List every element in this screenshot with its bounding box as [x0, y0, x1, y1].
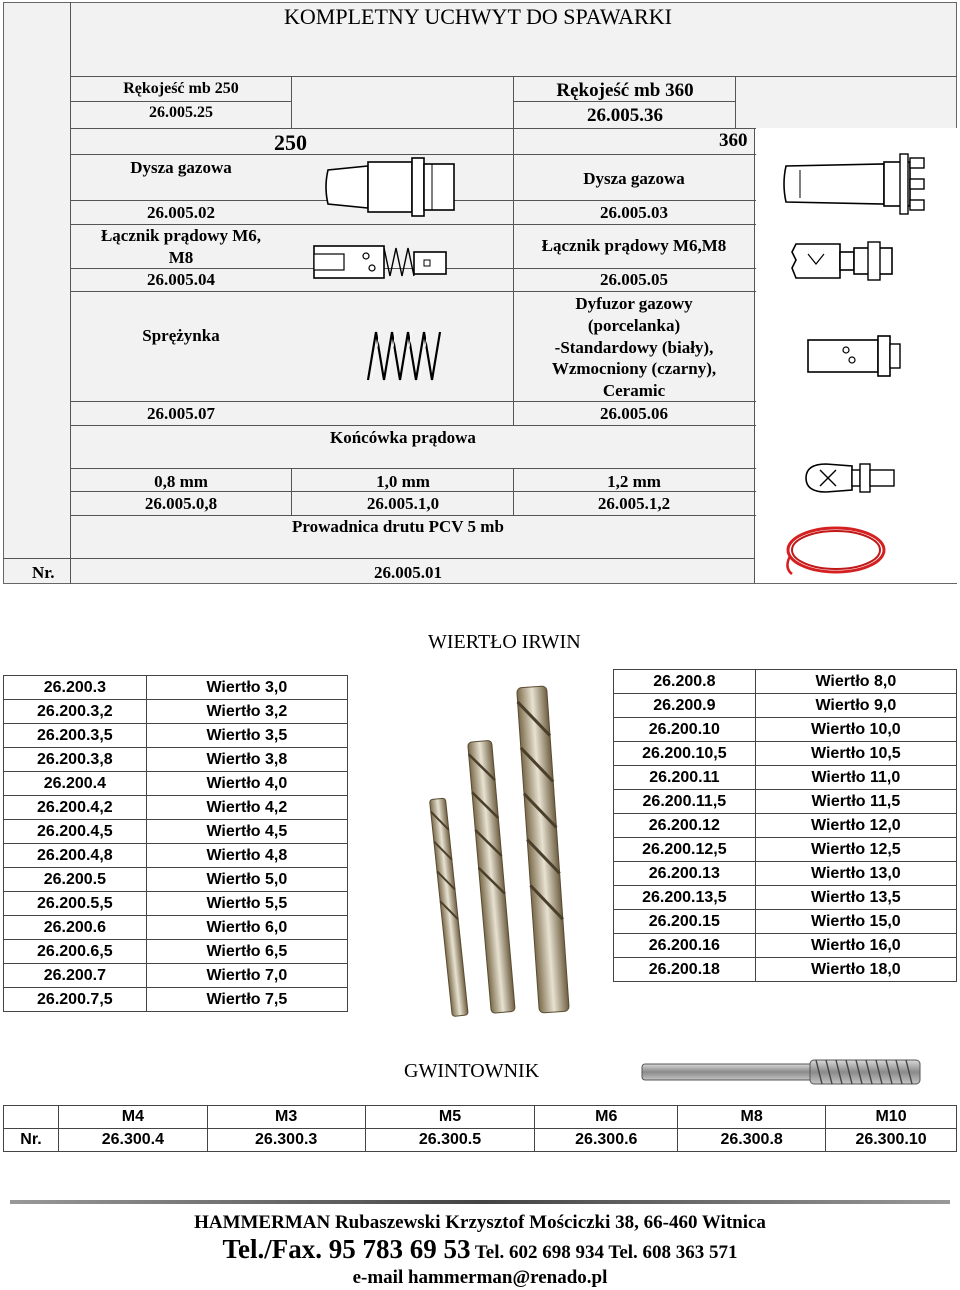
table-row: [4, 796, 348, 820]
tap-image: [640, 1056, 926, 1088]
tip-size-10: 1,0 mm: [376, 472, 430, 491]
drill-name-cell: Wiertło 10,5: [755, 742, 956, 766]
drill-name-cell: Wiertło 13,0: [755, 862, 956, 886]
connector-right-code: 26.005.05: [600, 270, 668, 289]
drill-section-title: WIERTŁO IRWIN: [428, 631, 581, 653]
table-row: [4, 892, 348, 916]
divider: [3, 558, 755, 559]
table-row: [4, 916, 348, 940]
table-row: [614, 910, 957, 934]
table-row: [614, 814, 957, 838]
current-connector-360-icon: [790, 240, 900, 284]
tip-code-10: 26.005.1,0: [366, 494, 440, 513]
spring-icon: [362, 326, 452, 384]
table-row: [4, 772, 348, 796]
drill-code-cell: 26.200.11: [614, 766, 756, 790]
divider: [70, 224, 756, 225]
drill-name-cell: Wiertło 8,0: [755, 670, 956, 694]
tip-size-12: 1,2 mm: [607, 472, 661, 491]
drill-code-cell: 26.200.13: [614, 862, 756, 886]
drill-code-cell: 26.200.5,5: [4, 892, 147, 916]
drill-code-cell: 26.200.13,5: [614, 886, 756, 910]
table-row: [614, 886, 957, 910]
divider: [70, 154, 756, 155]
drill-name-cell: Wiertło 16,0: [755, 934, 956, 958]
divider: [70, 515, 756, 516]
tip-code-08: 26.005.0,8: [144, 494, 218, 513]
tap-size-row: [4, 1106, 957, 1129]
table-row: [4, 964, 348, 988]
handle-360-code: 26.005.36: [587, 105, 663, 126]
tap-code-cell: 26.300.10: [826, 1129, 957, 1152]
table-row: [4, 988, 348, 1012]
connector-left-code: 26.005.04: [147, 270, 215, 289]
drill-code-cell: 26.200.6,5: [4, 940, 147, 964]
table-row: [614, 862, 957, 886]
drill-code-cell: 26.200.3,2: [4, 700, 147, 724]
drill-code-cell: 26.200.10,5: [614, 742, 756, 766]
wire-liner-code: 26.005.01: [374, 563, 442, 582]
diffuser-line-2: (porcelanka): [587, 316, 681, 335]
table-row: [4, 700, 348, 724]
drill-code-cell: 26.200.15: [614, 910, 756, 934]
drill-name-cell: Wiertło 13,5: [755, 886, 956, 910]
tap-code-cell: 26.300.4: [58, 1129, 207, 1152]
drill-name-cell: Wiertło 4,8: [146, 844, 347, 868]
drill-code-cell: 26.200.6: [4, 916, 147, 940]
divider: [70, 291, 756, 292]
table-row: [614, 934, 957, 958]
diffuser-line-4: Wzmocniony (czarny),: [551, 359, 717, 378]
tip-size-08: 0,8 mm: [154, 472, 208, 491]
connector-left-label-1: Łącznik prądowy M6,: [100, 226, 262, 245]
nozzle-left-code: 26.005.02: [147, 203, 215, 222]
divider: [70, 425, 756, 426]
divider: [70, 468, 756, 469]
table-row: [4, 868, 348, 892]
drill-name-cell: Wiertło 11,5: [755, 790, 956, 814]
table-row: [614, 694, 957, 718]
drill-code-cell: 26.200.3,8: [4, 748, 147, 772]
drill-name-cell: Wiertło 4,5: [146, 820, 347, 844]
drill-code-cell: 26.200.11,5: [614, 790, 756, 814]
table-row: [614, 790, 957, 814]
tap-size-cell: M6: [535, 1106, 678, 1129]
drill-code-cell: 26.200.16: [614, 934, 756, 958]
drill-code-cell: 26.200.3,5: [4, 724, 147, 748]
drill-bits-image: [420, 680, 590, 1020]
phone-line: [0, 1234, 960, 1265]
size-250: 250: [274, 130, 307, 155]
table-row: [4, 940, 348, 964]
diffuser-line-3: -Standardowy (biały),: [554, 338, 714, 357]
handle-250-code: 26.005.25: [149, 104, 213, 121]
drill-name-cell: Wiertło 6,0: [146, 916, 347, 940]
drill-name-cell: Wiertło 6,5: [146, 940, 347, 964]
drill-name-cell: Wiertło 12,0: [755, 814, 956, 838]
drill-code-cell: 26.200.4: [4, 772, 147, 796]
drill-name-cell: Wiertło 3,8: [146, 748, 347, 772]
drill-table-right: [613, 669, 957, 982]
drill-code-cell: 26.200.9: [614, 694, 756, 718]
drill-name-cell: Wiertło 15,0: [755, 910, 956, 934]
connector-right-label: Łącznik prądowy M6,M8: [541, 236, 727, 255]
tip-code-12: 26.005.1,2: [597, 494, 671, 513]
drill-code-cell: 26.200.7,5: [4, 988, 147, 1012]
divider: [70, 101, 292, 102]
drill-code-cell: 26.200.12,5: [614, 838, 756, 862]
drill-name-cell: Wiertło 10,0: [755, 718, 956, 742]
nozzle-left-label: Dysza gazowa: [130, 158, 232, 177]
size-360: 360: [719, 130, 748, 151]
contact-tip-label: Końcówka prądowa: [330, 428, 476, 447]
nozzle-right-code: 26.005.03: [600, 203, 668, 222]
table-row: [4, 820, 348, 844]
tap-size-cell: M4: [58, 1106, 207, 1129]
tap-section-title: GWINTOWNIK: [404, 1060, 540, 1082]
drill-name-cell: Wiertło 18,0: [755, 958, 956, 982]
handle-250-label: Rękojeść mb 250: [123, 80, 239, 97]
divider: [70, 558, 71, 584]
gas-nozzle-250-icon: [322, 156, 462, 218]
drill-name-cell: Wiertło 5,5: [146, 892, 347, 916]
table-row: [614, 766, 957, 790]
table-row: [614, 718, 957, 742]
diffuser-line-5: Ceramic: [602, 381, 666, 400]
tap-size-cell: M5: [365, 1106, 535, 1129]
spring-label: Sprężynka: [142, 326, 220, 345]
drill-name-cell: Wiertło 3,2: [146, 700, 347, 724]
table-row: [614, 670, 957, 694]
email-address[interactable]: e-mail hammerman@renado.pl: [352, 1267, 608, 1288]
fax-number: Tel./Fax. 95 783 69 53: [222, 1234, 471, 1264]
nozzle-right-label: Dysza gazowa: [583, 169, 685, 188]
drill-code-cell: 26.200.12: [614, 814, 756, 838]
empty-cell: [4, 1106, 59, 1129]
drill-code-cell: 26.200.5: [4, 868, 147, 892]
tap-code-cell: 26.300.5: [365, 1129, 535, 1152]
drill-name-cell: Wiertło 4,2: [146, 796, 347, 820]
footer-rule: [10, 1200, 950, 1204]
spring-code: 26.005.07: [147, 404, 215, 423]
drill-name-cell: Wiertło 12,5: [755, 838, 956, 862]
diffuser-line-1: Dyfuzor gazowy: [575, 294, 693, 313]
drill-name-cell: Wiertło 11,0: [755, 766, 956, 790]
table-row: [614, 742, 957, 766]
handle-360-label: Rękojeść mb 360: [556, 80, 694, 101]
drill-code-cell: 26.200.18: [614, 958, 756, 982]
wire-liner-coil-icon: [782, 520, 890, 578]
nr-label: Nr.: [32, 563, 55, 582]
diffuser-code: 26.005.06: [600, 404, 668, 423]
drill-name-cell: Wiertło 9,0: [755, 694, 956, 718]
company-address: HAMMERMAN Rubaszewski Krzysztof Mościczki 38, 66-460 Witnica: [194, 1212, 766, 1233]
contact-tip-icon: [802, 460, 898, 496]
tap-code-cell: 26.300.3: [207, 1129, 365, 1152]
divider: [70, 128, 756, 129]
drill-name-cell: Wiertło 4,0: [146, 772, 347, 796]
tap-code-cell: 26.300.8: [678, 1129, 826, 1152]
drill-table-left: [3, 675, 348, 1012]
gas-nozzle-360-icon: [780, 152, 930, 216]
drill-code-cell: 26.200.10: [614, 718, 756, 742]
phone-numbers: Tel. 602 698 934 Tel. 608 363 571: [470, 1242, 738, 1263]
tap-size-cell: M3: [207, 1106, 365, 1129]
drill-code-cell: 26.200.4,8: [4, 844, 147, 868]
drill-code-cell: 26.200.4,5: [4, 820, 147, 844]
drill-name-cell: Wiertło 3,5: [146, 724, 347, 748]
drill-name-cell: Wiertło 5,0: [146, 868, 347, 892]
drill-code-cell: 26.200.4,2: [4, 796, 147, 820]
table-row: [4, 676, 348, 700]
table-row: [4, 748, 348, 772]
tap-size-cell: M10: [826, 1106, 957, 1129]
tap-size-cell: M8: [678, 1106, 826, 1129]
drill-code-cell: 26.200.7: [4, 964, 147, 988]
drill-name-cell: Wiertło 7,0: [146, 964, 347, 988]
table-row: [4, 724, 348, 748]
drill-code-cell: 26.200.3: [4, 676, 147, 700]
drill-name-cell: Wiertło 3,0: [146, 676, 347, 700]
current-connector-250-icon: [310, 240, 450, 284]
tap-code-cell: 26.300.6: [535, 1129, 678, 1152]
connector-left-label-2: M8: [168, 248, 194, 267]
page-title: KOMPLETNY UCHWYT DO SPAWARKI: [284, 4, 672, 29]
table-row: [614, 958, 957, 982]
drill-code-cell: 26.200.8: [614, 670, 756, 694]
nr-label: Nr.: [4, 1129, 59, 1152]
table-row: [4, 844, 348, 868]
wire-liner-label: Prowadnica drutu PCV 5 mb: [292, 517, 504, 536]
tap-table: [3, 1105, 957, 1152]
divider: [70, 401, 756, 402]
tap-code-row: [4, 1129, 957, 1152]
table-row: [614, 838, 957, 862]
drill-name-cell: Wiertło 7,5: [146, 988, 347, 1012]
gas-diffuser-icon: [806, 334, 902, 378]
